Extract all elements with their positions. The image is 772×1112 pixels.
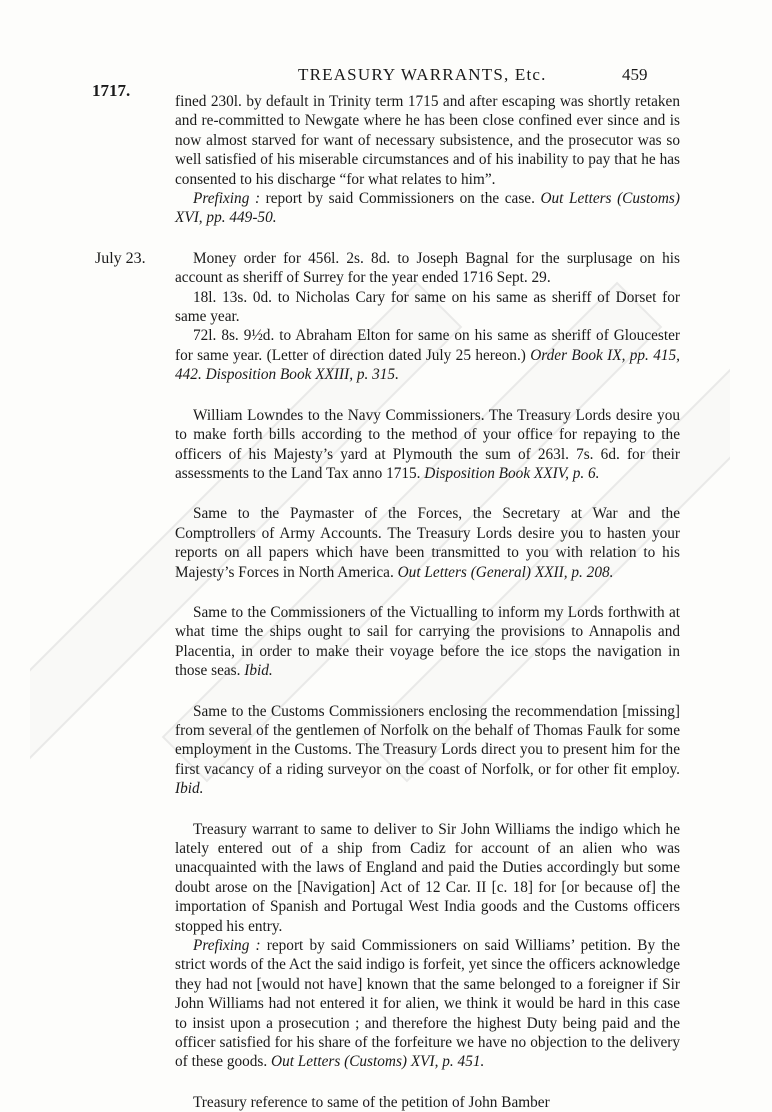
paragraph-text: report by said Commissioners on the case. [260,190,535,208]
paragraph-text: 18l. 13s. 0d. to Nicholas Cary for same on his same as sheriff of Dorset for same year. [175,288,680,326]
entry-paragraph [175,92,680,189]
source-reference: Out Letters (General) XXII, p. 208. [393,563,614,581]
entry-paragraph [175,189,680,228]
entry-paragraph [175,288,680,327]
page-header [0,63,772,100]
entry-paragraph [175,1093,680,1112]
source-reference: Out Letters (Customs) XVI, p. 451. [267,1053,485,1071]
paragraph-text: Treasury reference to same of the petition of John Bamber [193,1093,550,1111]
entry [175,702,680,799]
page-body [0,92,772,1112]
source-reference: Ibid. [175,780,204,798]
entry-paragraph [175,249,680,288]
paragraph-text: fined 230l. by default in Trinity term 1715 and after escaping was shortly retaken and re-committed to Newgate where he has been close confined ever since and is now almost starved for want of necessary subsistence, and the prosecutor was so well satisfied of his miserable circumstances and of his inability to pay that he has consented to his discharge “for what relates to him”. [175,93,680,188]
paragraph-text: Same to the Paymaster of the Forces, the Secretary at War and the Comptrollers of Army Accounts. The Treasury Lords desire you to hasten your reports on all papers which have been transmitted to you with relation to his Majesty’s Forces in North America. [175,505,680,581]
paragraph-text: Money order for 456l. 2s. 8d. to Joseph Bagnal for the surplusage on his account as sheriff of Surrey for the year ended 1716 Sept. 29. [175,249,680,287]
entry-paragraph [175,504,680,582]
entry [175,603,680,681]
entry [175,820,680,1072]
paragraph-text: Treasury warrant to same to deliver to Sir John Williams the indigo which he lately entered out of a ship from Cadiz for account of an alien who was unacquainted with the laws of England and paid the Duties accordingly but some doubt arose on the [Navigation] Act of 12 Car. II [c. 18] for [or because of] the importation of Spanish and Portugal West India goods and the Customs officers stopped his entry. [175,820,680,935]
paragraph-text: 72l. 8s. 9½d. to Abraham Elton for same on his same as sheriff of Gloucester for same year. (Letter of direction dated July 25 hereon.) [175,327,680,364]
entry [175,92,680,228]
source-reference: Ibid. [240,662,273,680]
entry [175,1093,680,1112]
running-title: TREASURY WARRANTS, Etc. [298,65,547,84]
entry-paragraph [175,603,680,681]
year-marker: 1717. [92,81,131,100]
entry [175,504,680,582]
entry [95,249,680,385]
paragraph-text: report by said Commissioners on said Williams’ petition. By the strict words of the Act the said indigo is forfeit, yet since the officers acknowledge they had not [would not have] known that the same belonged to a foreigner if Sir John Williams had not entered it for alien, we think it would be hard in this case to insist upon a prosecution ; and therefore the highest Duty being paid and the officer satisfied for his share of the forfeiture we have no objection to the delivery of these goods. [175,937,680,1071]
page-number: 459 [622,65,648,84]
source-reference: Disposition Book XXIV, p. 6. [420,464,600,482]
paragraph-text: Same to the Customs Commissioners enclosing the recommendation [missing] from several of the gentlemen of Norfolk on the behalf of Thomas Faulk for some employment in the Customs. The Treasury Lords direct you to present him for the first vacancy of a riding surveyor on the coast of Norfolk, or for other fit employ. [175,702,680,778]
entry-paragraph [175,936,680,1072]
entry-paragraph [175,820,680,936]
entry-paragraph [175,702,680,799]
prefix-label: Prefixing : [193,937,261,955]
prefix-label: Prefixing : [193,190,261,208]
entry-paragraph [175,326,680,384]
entry-date: July 23. [95,249,146,267]
paragraph-text: Same to the Commissioners of the Victualling to inform my Lords forthwith at what time the ships ought to sail for carrying the provisions to Annapolis and Placentia, in order to make their voyage before the ice stops the navigation in those seas. [175,603,680,680]
entry [175,406,680,484]
source-reference: Order Book IX, pp. 415, 442. Disposition Book XXIII, p. 315. [175,346,680,384]
paragraph-text: William Lowndes to the Navy Commissioners. The Treasury Lords desire you to make forth bills according to the method of your office for repaying to the officers of his Majesty’s yard at Plymouth the sum of 263l. 7s. 6d. for their assessments to the Land Tax anno 1715. [175,406,680,482]
source-reference: Out Letters (Customs) XVI, pp. 449-50. [175,190,680,227]
entry-paragraph [175,406,680,484]
